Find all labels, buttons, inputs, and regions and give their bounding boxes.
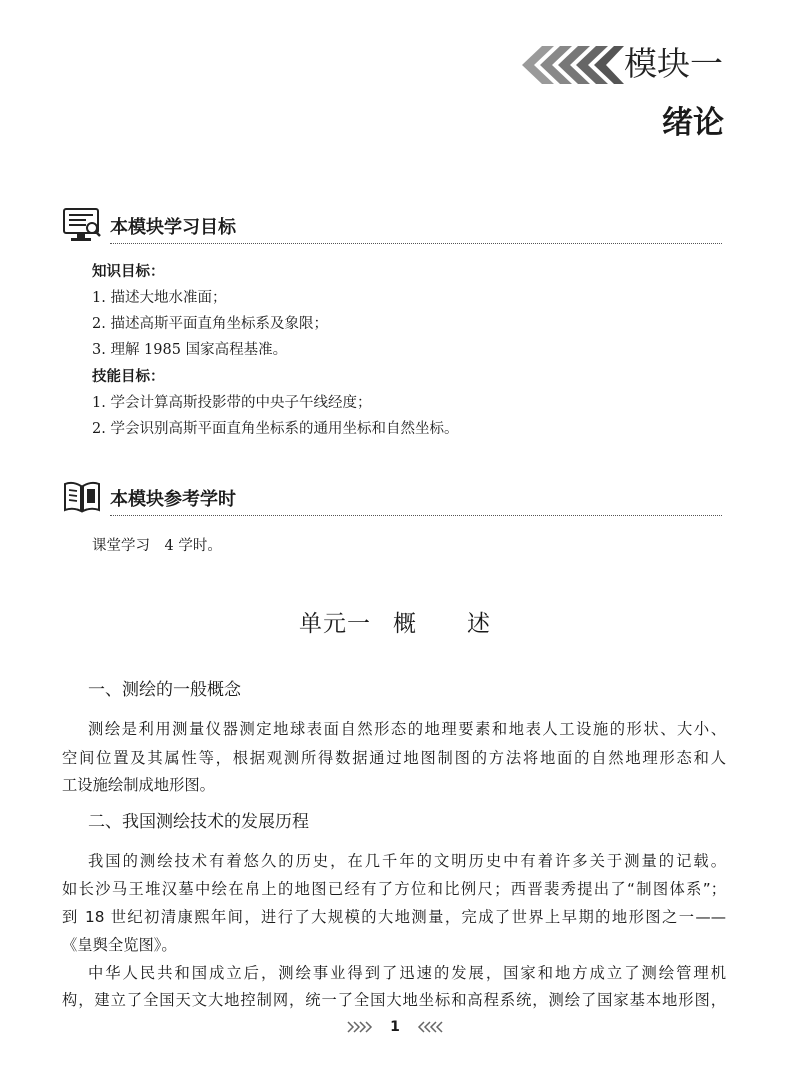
paragraph-line: 中华人民共和国成立后，测绘事业得到了迅速的发展，国家和地方成立了测绘管理机 — [88, 964, 726, 982]
paragraph-line: 构，建立了全国天文大地控制网，统一了全国大地坐标和高程系统，测绘了国家基本地形图， — [62, 991, 726, 1009]
hours-heading: 本模块参考学时 — [110, 489, 236, 510]
section-divider — [110, 515, 722, 516]
page-number: 1 — [390, 1018, 400, 1035]
skill-item: 2. 学会识别高斯平面直角坐标系的通用坐标和自然坐标。 — [92, 421, 459, 437]
hours-header — [62, 478, 722, 524]
objectives-header — [62, 206, 722, 252]
paragraph-line: 如长沙马王堆汉墓中绘在帛上的地图已经有了方位和比例尺；西晋裴秀提出了“制图体系”； — [62, 880, 726, 898]
paragraph-line: 空间位置及其属性等，根据观测所得数据通过地图制图的方法将地面的自然地理形态和人 — [62, 749, 726, 767]
knowledge-item: 1. 描述大地水准面； — [92, 290, 227, 306]
section-divider — [110, 243, 722, 244]
chevron-right-icon — [347, 1021, 373, 1033]
unit-title-part1: 概 — [393, 611, 417, 637]
unit-title — [0, 606, 790, 642]
page-footer — [0, 1016, 790, 1038]
paragraph-line: 到 18 世纪初清康熙年间，进行了大规模的大地测量，完成了世界上早期的地形图之一—— — [62, 908, 726, 926]
hours-text: 课堂学习 4 学时。 — [92, 538, 222, 554]
module-header — [516, 40, 726, 90]
skill-item: 1. 学会计算高斯投影带的中央子午线经度； — [92, 395, 372, 411]
open-book-icon — [62, 478, 102, 518]
chevron-left-icon — [417, 1021, 443, 1033]
skill-label: 技能目标： — [92, 369, 165, 385]
paragraph-line: 我国的测绘技术有着悠久的历史，在几千年的文明历史中有着许多关于测量的记载。 — [88, 852, 726, 870]
paragraph-line: 测绘是利用测量仪器测定地球表面自然形态的地理要素和地表人工设施的形状、大小、 — [88, 720, 726, 738]
computer-screen-icon — [62, 206, 102, 246]
knowledge-label: 知识目标： — [92, 264, 165, 280]
chevron-double-left-icon — [516, 44, 624, 86]
paragraph-line: 工设施绘制成地形图。 — [62, 776, 215, 794]
knowledge-item: 2. 描述高斯平面直角坐标系及象限； — [92, 316, 328, 332]
section1-heading: 一、测绘的一般概念 — [88, 680, 241, 700]
paragraph-line: 《皇舆全览图》。 — [62, 936, 177, 954]
section2-heading: 二、我国测绘技术的发展历程 — [88, 812, 309, 832]
chapter-title: 绪论 — [662, 105, 724, 141]
knowledge-item: 3. 理解 1985 国家高程基准。 — [92, 342, 288, 358]
unit-prefix: 单元一 — [299, 611, 371, 637]
objectives-heading: 本模块学习目标 — [110, 217, 236, 238]
unit-title-part2: 述 — [467, 611, 491, 637]
module-label: 模块一 — [624, 44, 723, 83]
